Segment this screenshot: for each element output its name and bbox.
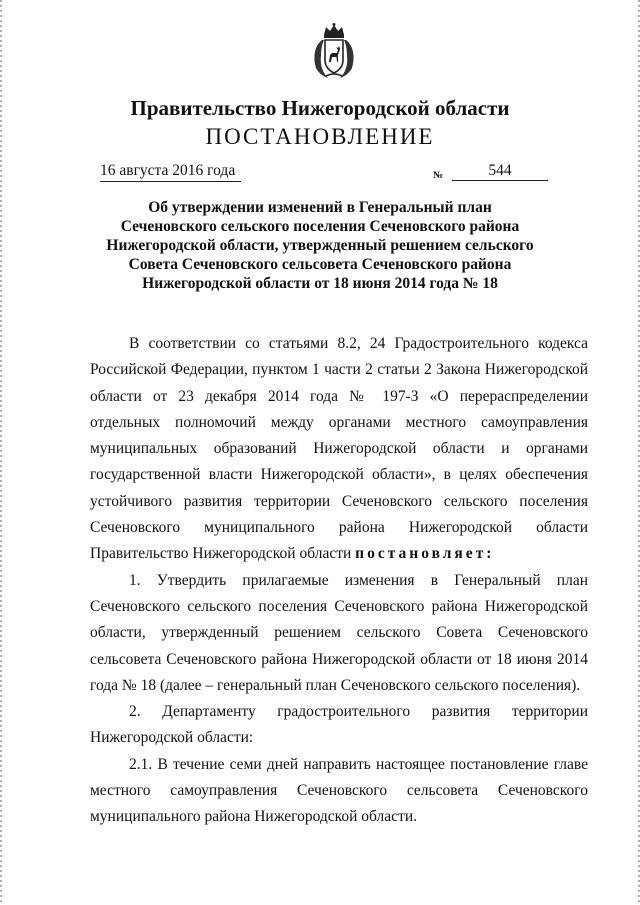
item-1-paragraph: 1. Утвердить прилагаемые изменения в Генеральный план Сеченовского сельского поселения Сеченовского района Нижегородской области, утвержденный решением сельского Совета Сеченовского сельсовета Сеченовского района Нижегородской области от 18 июня 2014 года № 18 (далее – генеральный план Сеченовского сельского поселения).: [90, 571, 588, 694]
title-line: Сеченовского сельского поселения Сеченовского района: [120, 218, 520, 235]
title-line: Об утверждении изменений в Генеральный план: [148, 199, 492, 216]
document-date: 16 августа 2016 года: [100, 162, 241, 182]
number-label: №: [433, 170, 444, 181]
title-line: Нижегородской области, утвержденный решением сельского: [106, 237, 534, 254]
item-2-1-paragraph: 2.1. В течение семи дней направить настоящее постановление главе местного самоуправления Сеченовского сельсовета Сеченовского муниципального района Нижегородской области.: [90, 755, 588, 826]
resolves-word: постановляет:: [355, 545, 495, 563]
preamble-paragraph: [90, 331, 588, 568]
document-body: [90, 331, 588, 831]
title-line: Нижегородской области от 18 июня 2014 года № 18: [142, 275, 498, 292]
coat-of-arms-deer-icon: [312, 22, 356, 80]
item-2-paragraph: 2. Департаменту градостроительного развития территории Нижегородской области:: [90, 703, 588, 747]
document-type: ПОСТАНОВЛЕНИЕ: [205, 124, 435, 149]
document-number: 544: [452, 162, 548, 181]
title-line: Совета Сеченовского сельсовета Сеченовского района: [128, 256, 512, 273]
organization-name: Правительство Нижегородской области: [130, 96, 510, 120]
preamble-text: В соответствии со статьями 8.2, 24 Градостроительного кодекса Российской Федерации, пунктом 1 части 2 статьи 2 Закона Нижегородской области от 23 декабря 2014 года № 197-З «О перераспределении отдельных полномочий между органами местного самоуправления муниципальных образований Нижегородской области и органами государственной власти Нижегородской области», в целях обеспечения устойчивого развития территории Сеченовского сельского поселения Сеченовского муниципального района Нижегородской области Правительство Нижегородской области: [90, 335, 588, 563]
document-title: [90, 198, 550, 293]
